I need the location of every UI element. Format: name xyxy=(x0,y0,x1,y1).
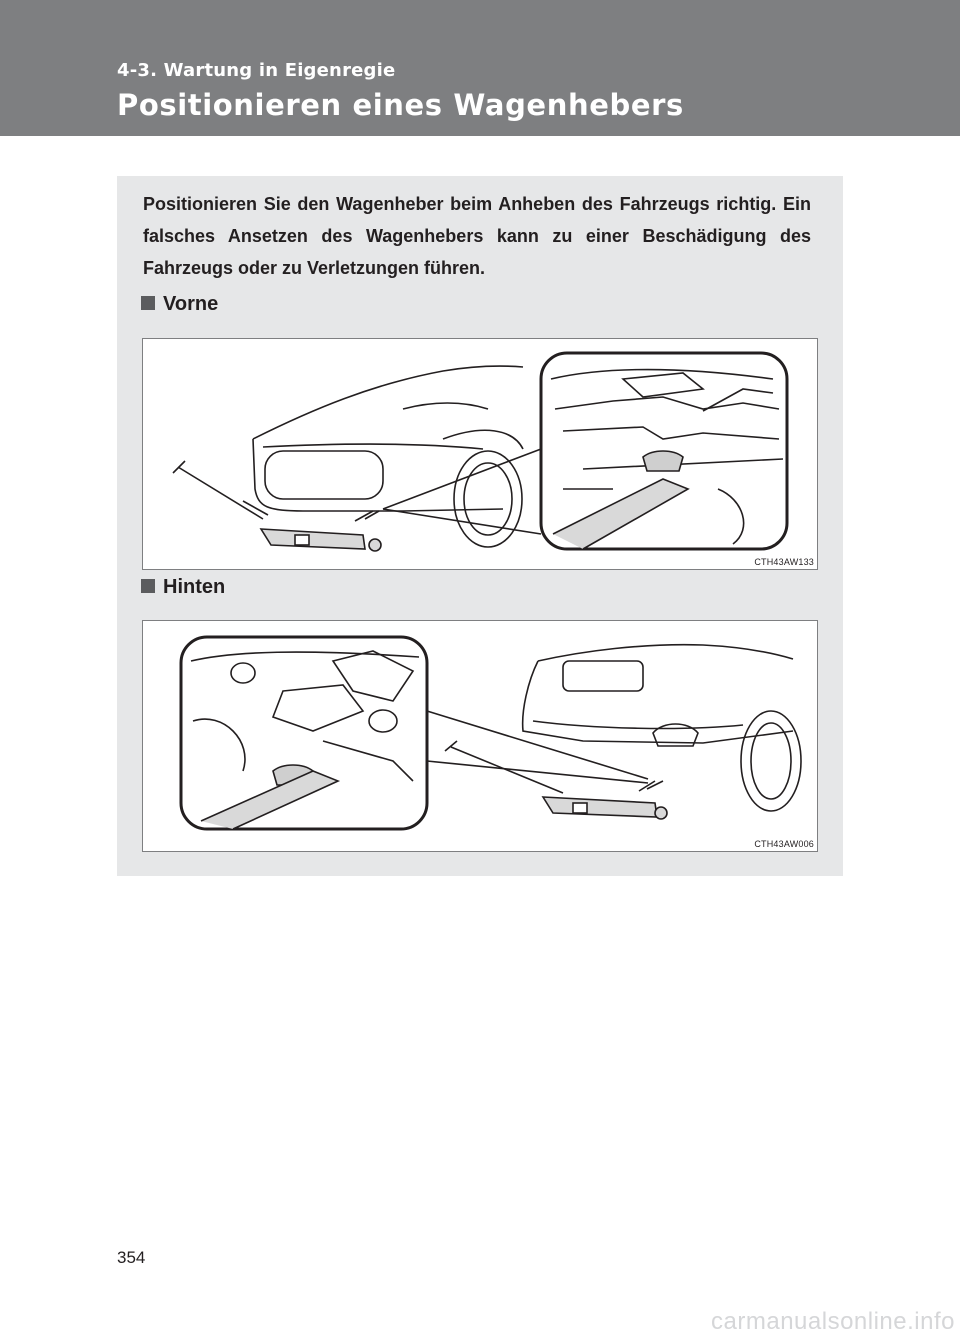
rear-jack-figure xyxy=(142,620,818,852)
front-heading-label: Vorne xyxy=(163,293,219,315)
front-jack-figure xyxy=(142,338,818,570)
content-panel xyxy=(117,176,843,876)
chapter-header xyxy=(0,0,960,136)
square-bullet-icon xyxy=(141,579,155,593)
intro-text: Positionieren Sie den Wagenheber beim Anheben des Fahrzeugs richtig. Ein falsches Ansetzen des Wagenhebers kann zu einer Beschädigung des Fahrzeugs oder zu Verletzungen führen. xyxy=(143,194,811,278)
square-bullet-icon xyxy=(141,296,155,310)
page-number: 354 xyxy=(117,1248,146,1267)
front-jack-illustration xyxy=(143,339,817,569)
rear-jack-illustration xyxy=(143,621,817,851)
figure-code: CTH43AW133 xyxy=(754,557,814,567)
rear-heading-label: Hinten xyxy=(163,576,226,598)
front-heading xyxy=(141,293,218,316)
rear-heading xyxy=(141,576,225,599)
watermark: carmanualsonline.info xyxy=(711,1308,955,1335)
page-title: Positionieren eines Wagenhebers xyxy=(117,88,684,122)
section-label: 4-3. Wartung in Eigenregie xyxy=(117,60,396,81)
figure-code: CTH43AW006 xyxy=(754,839,814,849)
